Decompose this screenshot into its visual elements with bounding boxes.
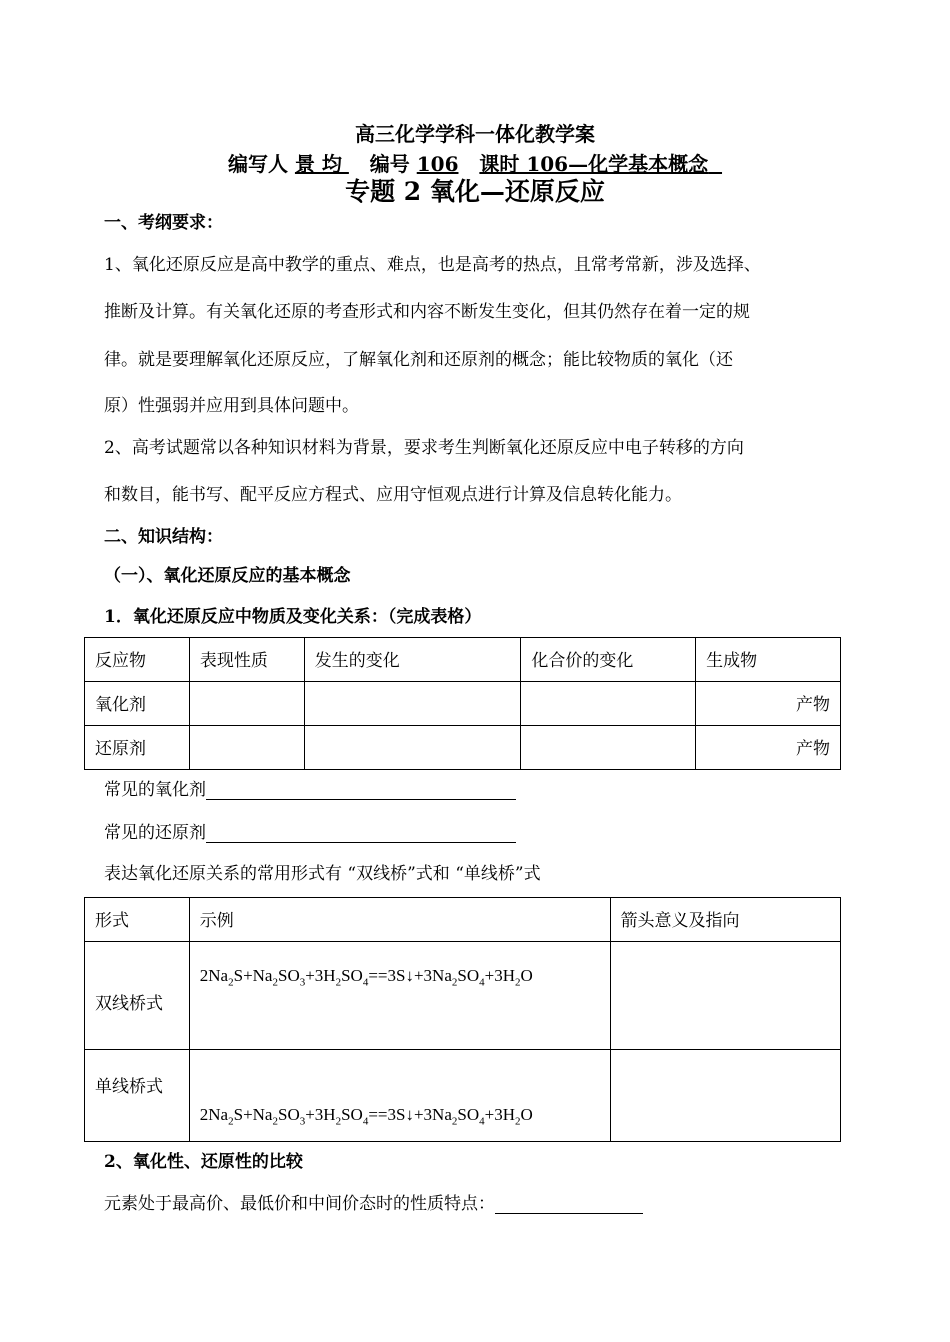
common-oxidant-line	[104, 775, 844, 800]
table-cell[interactable]	[521, 682, 696, 726]
para1-line3: 律。就是要理解氧化还原反应，了解氧化剂和还原剂的概念；能比较物质的氧化（还	[104, 350, 733, 370]
subsection1-heading: （一）、氧化还原反应的基本概念	[104, 566, 351, 586]
table-cell[interactable]	[304, 682, 521, 726]
reaction-equation: $2Na_2S+Na_2SO_3+3H_2SO_4==3S↓+3Na_2SO_4+3H_2O$	[199, 966, 533, 989]
common-reductant-line	[104, 818, 844, 843]
th-product: 生成物	[696, 638, 841, 682]
th-arrow-meaning: 箭头意义及指向	[610, 898, 840, 942]
number-label: 编号	[369, 152, 410, 176]
th-property: 表现性质	[189, 638, 304, 682]
para1-line1: 1、氧化还原反应是高中教学的重点、难点，也是高考的热点，且常考常新，涉及选择、	[104, 255, 761, 275]
th-reactant: 反应物	[85, 638, 190, 682]
single-bridge-arrow-cell[interactable]	[610, 1050, 840, 1142]
valence-label: 元素处于最高价、最低价和中间价态时的性质特点：	[104, 1194, 495, 1214]
single-bridge-example	[189, 1050, 610, 1142]
lesson-label: 课时 106—化学基本概念	[479, 152, 709, 176]
row-oxidant-product: 产物	[696, 682, 841, 726]
row-single-bridge-label: 单线桥式	[85, 1050, 190, 1142]
section2-heading: 二、知识结构：	[104, 527, 223, 547]
th-form: 形式	[85, 898, 190, 942]
para1-line2: 推断及计算。有关氧化还原的考查形式和内容不断发生变化，但其仍然存在着一定的规	[104, 302, 750, 322]
valence-line	[104, 1189, 844, 1214]
table-cell[interactable]	[521, 726, 696, 770]
double-bridge-example	[189, 942, 610, 1050]
reductant-blank[interactable]	[206, 824, 516, 843]
table-cell[interactable]	[189, 726, 304, 770]
row-reductant-label: 还原剂	[85, 726, 190, 770]
common-reductant-label: 常见的还原剂	[104, 823, 206, 843]
row-double-bridge-label: 双线桥式	[85, 942, 190, 1050]
th-example: 示例	[189, 898, 610, 942]
doc-title: 高三化学学科一体化教学案	[355, 122, 595, 146]
para2-line1: 2、高考试题常以各种知识材料为背景，要求考生判断氧化还原反应中电子转移的方向	[104, 438, 744, 458]
th-change: 发生的变化	[304, 638, 521, 682]
row-reductant-product: 产物	[696, 726, 841, 770]
row-oxidant-label: 氧化剂	[85, 682, 190, 726]
author-name: 景 均	[294, 152, 349, 176]
table-cell[interactable]	[189, 682, 304, 726]
double-bridge-arrow-cell[interactable]	[610, 942, 840, 1050]
item1-heading: 1．氧化还原反应中物质及变化关系：（完成表格）	[104, 607, 482, 627]
para2-line2: 和数目，能书写、配平反应方程式、应用守恒观点进行计算及信息转化能力。	[104, 485, 682, 505]
author-label: 编写人	[227, 152, 288, 176]
common-oxidant-label: 常见的氧化剂	[104, 780, 206, 800]
topic-title: 专题 2 氧化—还原反应	[345, 177, 605, 206]
oxidant-blank[interactable]	[206, 781, 516, 800]
section1-heading: 一、考纲要求：	[104, 213, 223, 233]
bridge-table	[84, 897, 841, 1142]
reaction-equation: $2Na_2S+Na_2SO_3+3H_2SO_4==3S↓+3Na_2SO_4+3H_2O$	[199, 1104, 533, 1127]
table-cell[interactable]	[304, 726, 521, 770]
number-value: 106	[416, 152, 459, 176]
item2-heading: 2、氧化性、还原性的比较	[104, 1152, 303, 1172]
para1-line4: 原）性强弱并应用到具体问题中。	[104, 396, 359, 416]
bridge-intro: 表达氧化还原关系的常用形式有 “双线桥”式和 “单线桥”式	[104, 864, 541, 884]
th-valence: 化合价的变化	[521, 638, 696, 682]
valence-blank[interactable]	[495, 1195, 643, 1214]
concept-table	[84, 637, 841, 770]
